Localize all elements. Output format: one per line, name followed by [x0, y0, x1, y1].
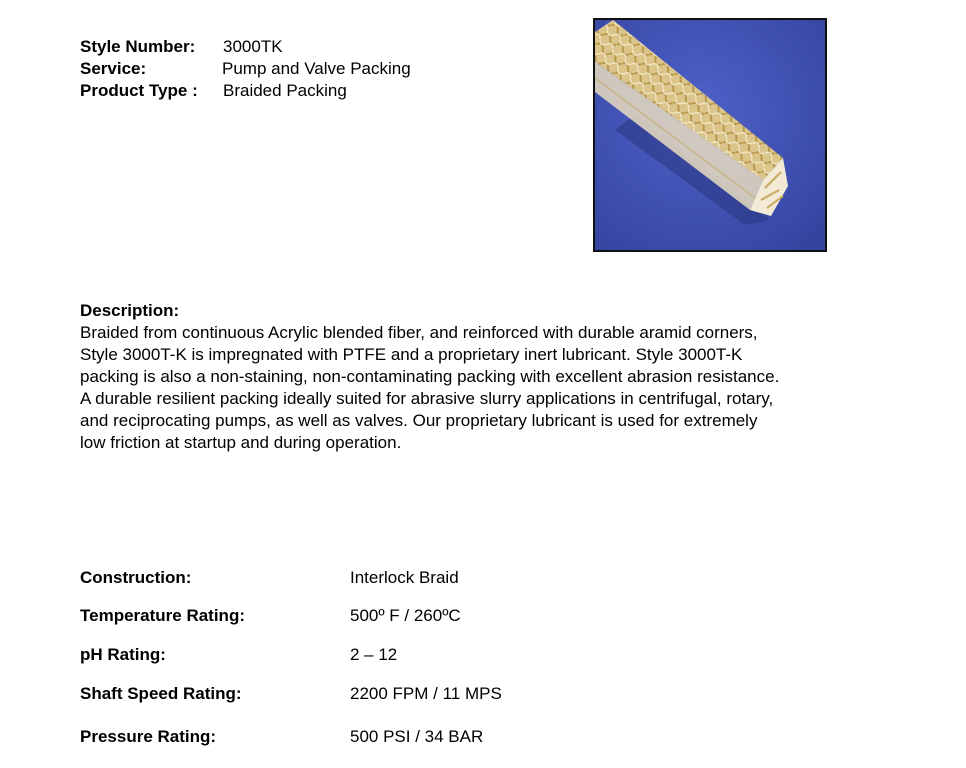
- service-label: Service:: [80, 59, 147, 78]
- product-type-value: Braided Packing: [223, 81, 347, 100]
- spec-label: Construction:: [80, 568, 192, 587]
- style-number-label: Style Number:: [80, 37, 196, 56]
- spec-label: Shaft Speed Rating:: [80, 684, 242, 703]
- spec-value: 2 – 12: [350, 645, 398, 664]
- description-line: Braided from continuous Acrylic blended fiber, and reinforced with durable aramid corners,: [80, 323, 758, 342]
- product-type-label: Product Type :: [80, 81, 198, 100]
- spec-value: 500 PSI / 34 BAR: [350, 727, 484, 746]
- spec-label: Temperature Rating:: [80, 606, 245, 625]
- product-photo: [593, 18, 827, 252]
- braided-packing-image: [595, 20, 825, 250]
- service-value: Pump and Valve Packing: [222, 59, 411, 78]
- spec-label: Pressure Rating:: [80, 727, 217, 746]
- description-line: low friction at startup and during operation.: [80, 433, 402, 452]
- description-line: packing is also a non-staining, non-contaminating packing with excellent abrasion resistance.: [80, 367, 780, 386]
- spec-value: 2200 FPM / 11 MPS: [350, 684, 502, 703]
- description-section: [80, 300, 880, 454]
- description-line: and reciprocating pumps, as well as valves. Our proprietary lubricant is used for extremely: [80, 411, 758, 430]
- spec-value: Interlock Braid: [350, 568, 459, 587]
- description-line: Style 3000T-K is impregnated with PTFE and a proprietary inert lubricant. Style 3000T-K: [80, 345, 743, 364]
- description-line: A durable resilient packing ideally suited for abrasive slurry applications in centrifugal, rotary,: [80, 389, 774, 408]
- description-title: Description:: [80, 301, 180, 320]
- style-number-value: 3000TK: [223, 37, 283, 56]
- spec-value: 500º F / 260ºC: [350, 606, 461, 625]
- spec-label: pH Rating:: [80, 645, 166, 664]
